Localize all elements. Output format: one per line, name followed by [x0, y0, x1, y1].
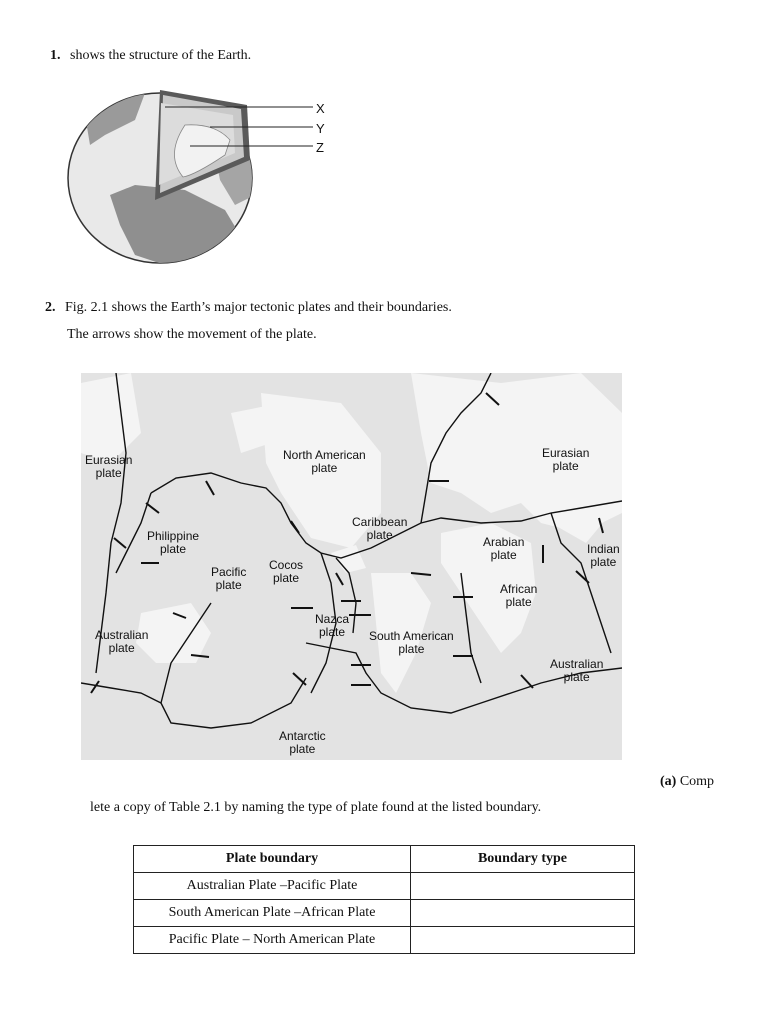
- question-2-line2: The arrows show the movement of the plate.: [67, 327, 317, 342]
- table-header-row: [134, 846, 635, 873]
- cell-boundary-type[interactable]: [411, 873, 635, 900]
- map-label-pacific-plate: Pacific plate: [211, 565, 247, 592]
- map-label-cocos-plate: Cocos plate: [269, 558, 304, 585]
- cell-plate-boundary: South American Plate –African Plate: [134, 900, 411, 927]
- boundary-table: [133, 845, 635, 954]
- cell-plate-boundary: Australian Plate –Pacific Plate: [134, 873, 411, 900]
- earth-structure-diagram: [65, 85, 335, 265]
- table-row: [134, 873, 635, 900]
- map-label-eurasian-plate-east: Eurasian plate: [542, 446, 590, 473]
- question-text: Fig. 2.1 shows the Earth’s major tectonic plates and their boundaries.: [65, 300, 452, 315]
- table-row: [134, 927, 635, 954]
- map-label-south-american-plate: South American plate: [369, 629, 454, 656]
- part-a: [660, 774, 714, 790]
- earth-layer-labels: [316, 99, 325, 158]
- question-number: 1.: [50, 48, 61, 63]
- map-label-arabian-plate: Arabian plate: [483, 535, 525, 562]
- map-label-north-american-plate: North American plate: [283, 448, 366, 475]
- label-y: Y: [316, 120, 325, 136]
- question-number: 2.: [45, 300, 56, 315]
- map-label-australian-plate-east: Australian plate: [550, 657, 604, 684]
- question-2: [45, 300, 452, 316]
- part-a-text-start: Comp: [679, 774, 715, 789]
- header-plate-boundary: Plate boundary: [134, 846, 411, 873]
- label-z: Z: [316, 140, 324, 155]
- map-label-antarctic-plate: Antarctic plate: [279, 729, 326, 756]
- map-label-caribbean-plate: Caribbean plate: [352, 515, 408, 542]
- label-x: X: [316, 101, 325, 116]
- question-text: shows the structure of the Earth.: [70, 48, 252, 63]
- part-a-instruction: lete a copy of Table 2.1 by naming the type of plate found at the listed boundary.: [90, 800, 542, 815]
- part-a-label: (a): [660, 774, 677, 789]
- map-label-nazca-plate: Nazca plate: [315, 612, 350, 639]
- map-graphic: [81, 373, 622, 760]
- table-row: [134, 900, 635, 927]
- cell-boundary-type[interactable]: [411, 900, 635, 927]
- map-label-indian-plate: Indian plate: [587, 542, 620, 569]
- map-label-philippine-plate: Philippine plate: [147, 529, 200, 556]
- question-1: [50, 48, 251, 64]
- cell-plate-boundary: Pacific Plate – North American Plate: [134, 927, 411, 954]
- cell-boundary-type[interactable]: [411, 927, 635, 954]
- map-label-eurasian-plate-west: Eurasian plate: [85, 453, 133, 480]
- header-boundary-type: Boundary type: [411, 846, 635, 873]
- map-label-australian-plate-west: Australian plate: [95, 628, 149, 655]
- tectonic-plates-map: [81, 373, 622, 760]
- map-label-african-plate: African plate: [500, 582, 538, 609]
